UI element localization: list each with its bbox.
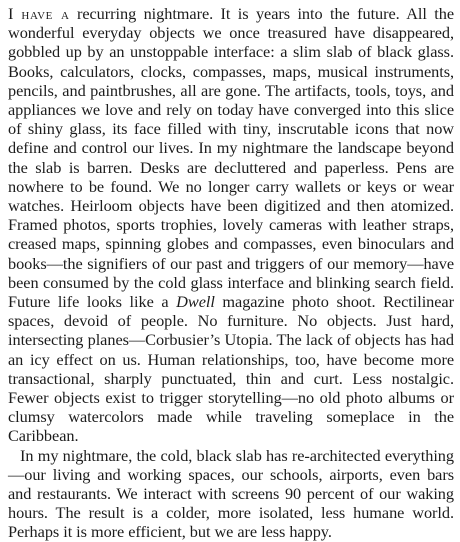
paragraph-2: In my nightmare, the cold, black slab has re-architected everything—our living and working spaces, our schools, airports, even bars and restaurants. We interact with screens 90 percent of our waking hours. The result is a colder, more isolated, less humane world. Perhaps it is more efficient, but we are less happy. xyxy=(8,445,454,542)
paragraph-1 xyxy=(8,4,454,446)
magazine-title-italic: Dwell xyxy=(176,292,215,312)
paragraph-1-text-b: magazine photo shoot. Rectilinear spaces, devoid of people. No furniture. No objects. Just hard, intersecting planes—Corbusier’s Utopia. The lack of objects has had an icy effect on us. Human relationships, too, have become more transactional, sharply punctuated, thin and curt. Less nostalgic. Fewer objects exist to trigger storytelling—no old photo albums or clumsy watercolors made while traveling someplace in the Caribbean. xyxy=(8,292,454,446)
lead-initial: I xyxy=(8,4,14,23)
paragraph-1-text-a: recurring nightmare. It is years into the future. All the wonderful everyday objects we once treasured have disappeared, gobbled up by an unstoppable interface: a slim slab of black glass. Books, calculators, clocks, compasses, maps, musical instruments, pencils, and paintbrushes, all are gone. The artifacts, tools, toys, and appliances we love and rely on today have converged into this slice of shiny glass, its face filled with tiny, inscrutable icons that now define and control our lives. In my nightmare the landscape beyond the slab is barren. Desks are decluttered and paperless. Pens are nowhere to be found. We no longer carry wallets or keys or wear watches. Heirloom objects have been digitized and then atomized. Framed photos, sports trophies, lovely cameras with leather straps, creased maps, spinning globes and compasses, even binoculars and books—the signifiers of our past and triggers of our memory—have been consumed by the cold glass interface and blinking search field. Future life looks like a xyxy=(8,4,454,312)
lead-smallcaps-text: have a xyxy=(13,4,70,23)
